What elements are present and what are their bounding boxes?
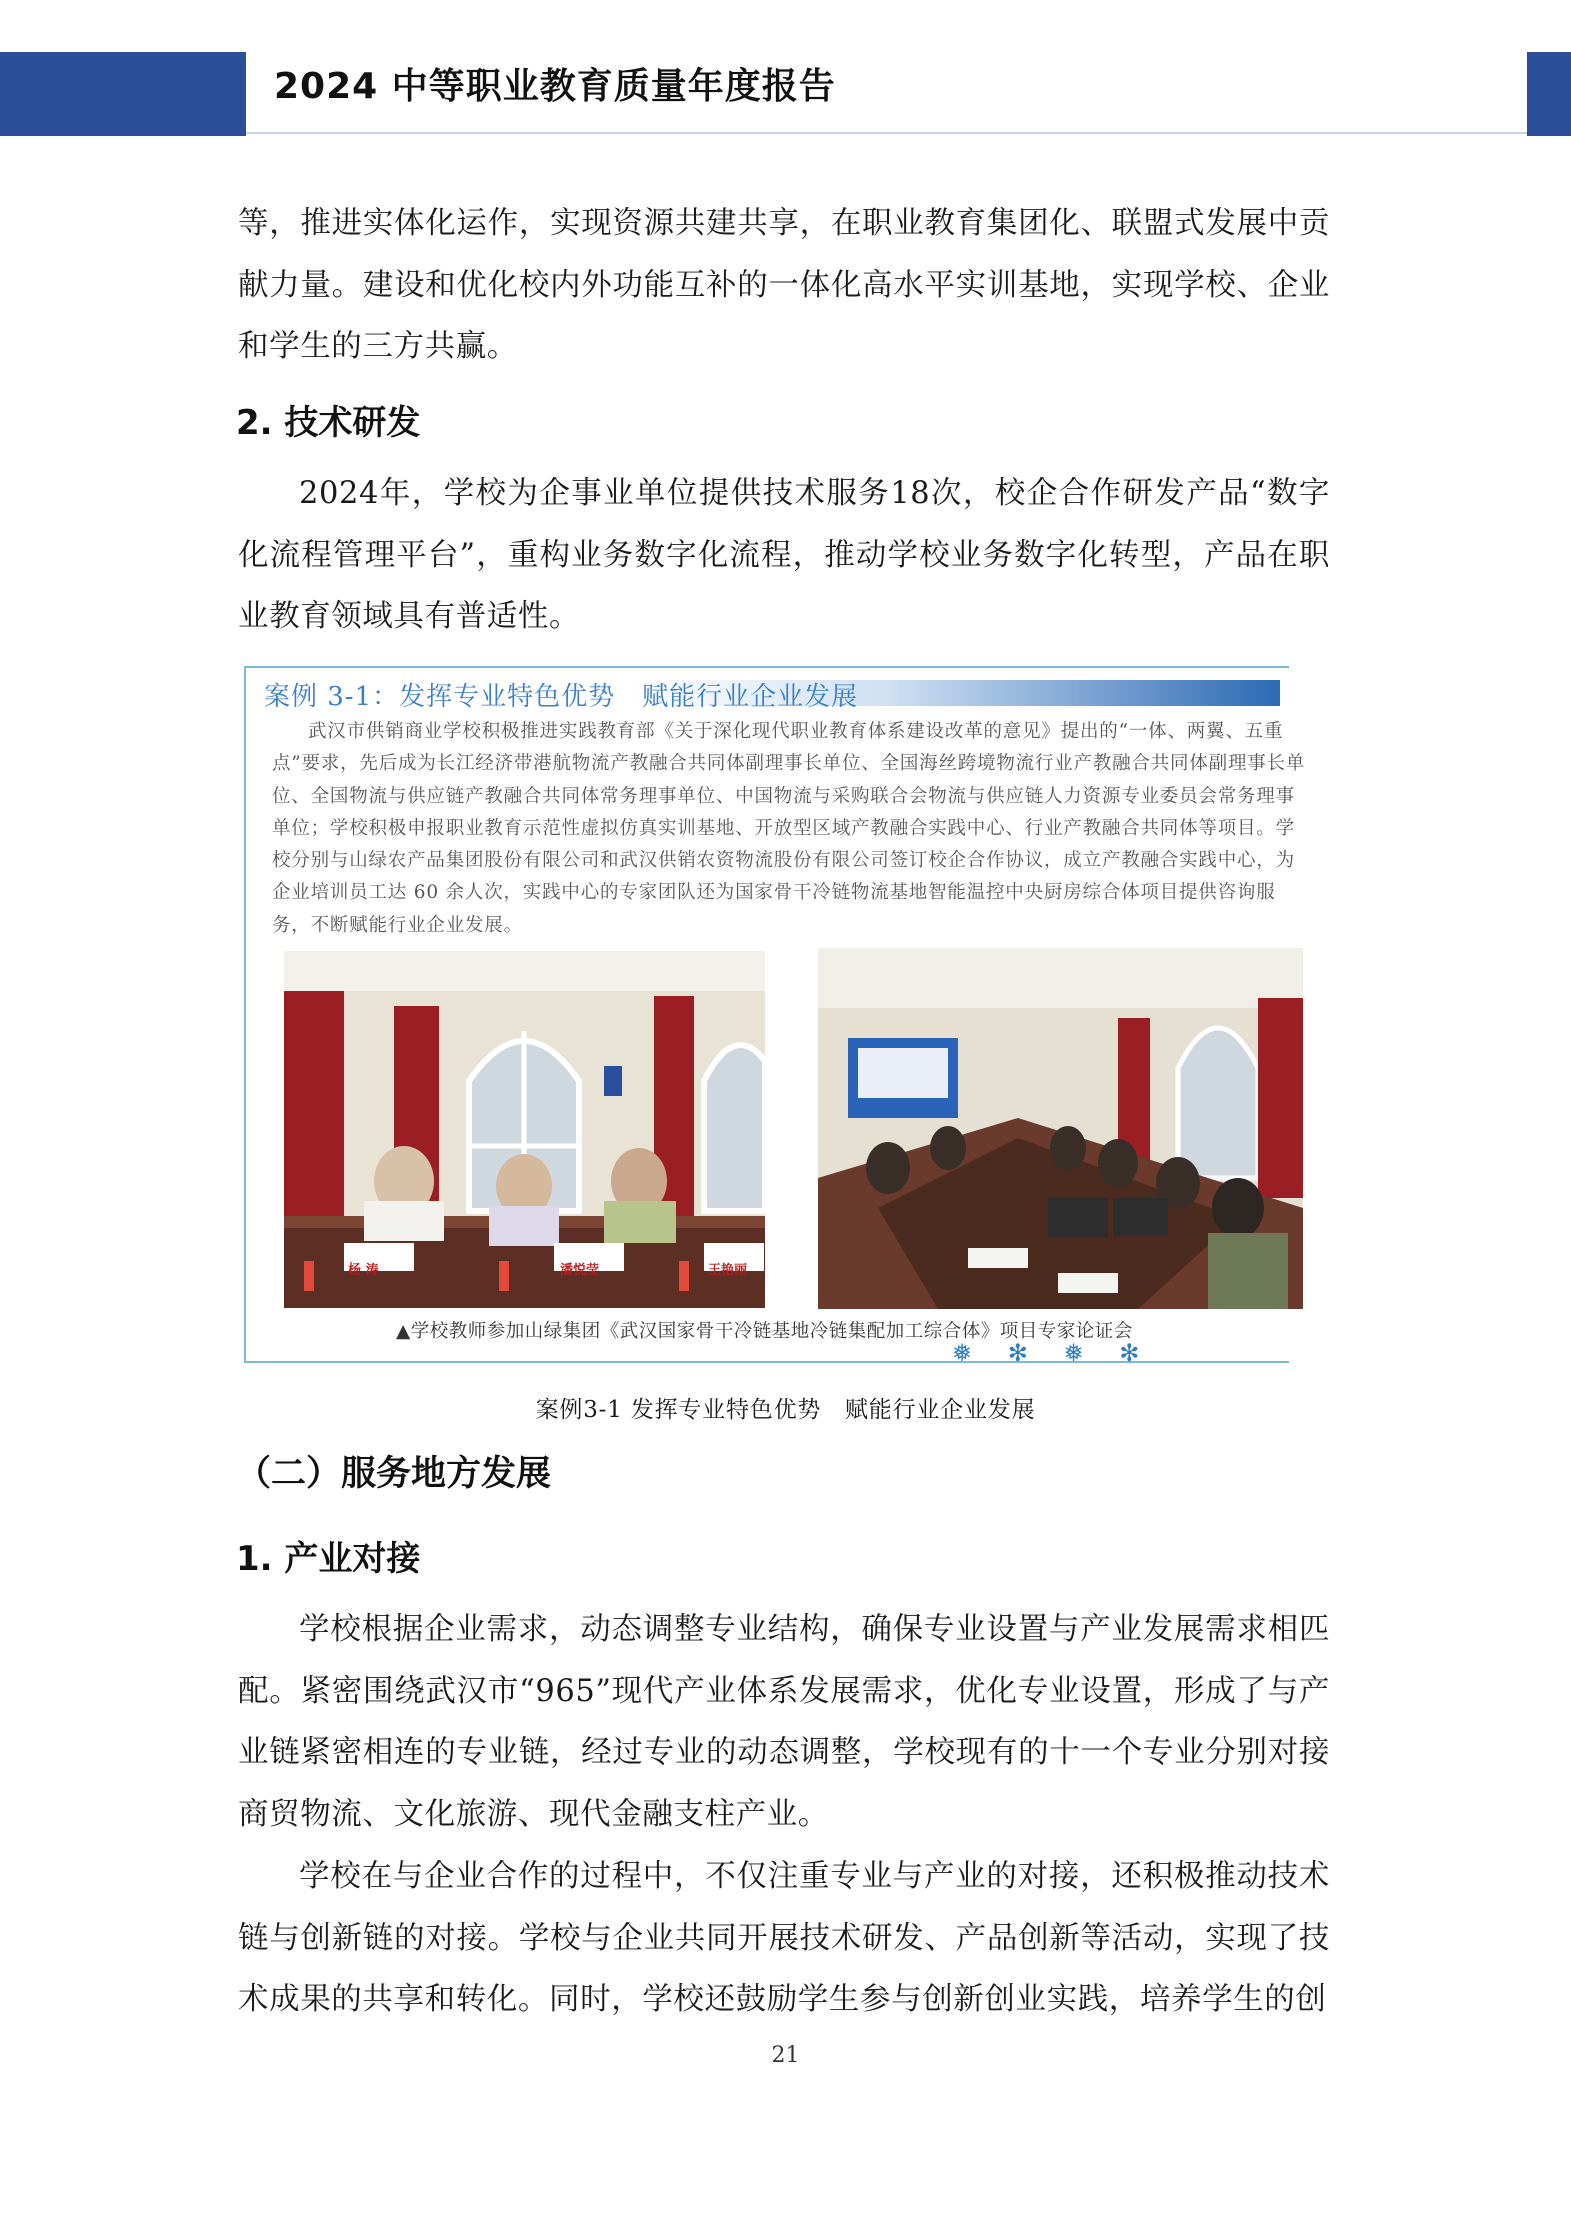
name-card-2: 潘悦莹 (560, 1263, 600, 1278)
intro-paragraph: 等，推进实体化运作，实现资源共建共享，在职业教育集团化、联盟式发展中贡献力量。建设和优化校内外功能互补的一体化高水平实训基地，实现学校、企业和学生的三方共赢。 (238, 206, 1330, 364)
header-accent-bar-right (1527, 52, 1571, 136)
meeting-photo-left (284, 951, 765, 1308)
section-industry-paragraph-2: 学校在与企业合作的过程中，不仅注重专业与产业的对接，还积极推动技术链与创新链的对接。学校与企业共同开展技术研发、产品创新等活动，实现了技术成果的共享和转化。同时，学校还鼓励学生参与创新创业实践，培养学生的创 (238, 1859, 1330, 2017)
snowflake-decoration-icon: ❅ ✻ ❅ ✻ (952, 1339, 1154, 1367)
meeting-photo-left-art (284, 951, 765, 1308)
header-title: 2024 中等职业教育质量年度报告 (274, 66, 836, 107)
header-rule (246, 132, 1527, 134)
case-body: 武汉市供销商业学校积极推进实践教育部《关于深化现代职业教育体系建设改革的意见》提出的“一体、两翼、五重点”要求，先后成为长江经济带港航物流产教融合共同体副理事长单位、全国海丝跨境物流行业产教融合共同体副理事长单位、全国物流与供应链产教融合共同体常务理事单位、中国物流与采购联合会物流与供应链人力资源专业委员会常务理事单位；学校积极申报职业教育示范性虚拟仿真实训基地、开放型区域产教融合实践中心、行业产教融合共同体等项目。学校分别与山绿农产品集团股份有限公司和武汉供销农资物流股份有限公司签订校企合作协议，成立产教融合实践中心，为企业培训员工达 60 余人次，实践中心的专家团队还为国家骨干冷链物流基地智能温控中央厨房综合体项目提供咨询服务，不断赋能行业企业发展。 (272, 721, 1306, 936)
case-title: 案例 3-1：发挥专业特色优势 赋能行业企业发展 (264, 682, 859, 712)
section-tech-paragraph: 2024年，学校为企事业单位提供技术服务18次，校企合作研发产品“数字化流程管理平台”，重构业务数字化流程，推动学校业务数字化转型，产品在职业教育领域具有普适性。 (238, 476, 1330, 634)
name-card-1: 杨 涛 (348, 1263, 379, 1278)
meeting-photo-right-art (818, 948, 1303, 1309)
header-accent-bar-left (0, 52, 246, 136)
photo-caption: ▲学校教师参加山绿集团《武汉国家骨干冷链基地冷链集配加工综合体》项目专家论证会 (396, 1321, 1133, 1342)
meeting-photo-right (818, 948, 1303, 1309)
section-tech-heading: 2. 技术研发 (236, 403, 421, 443)
section-industry-heading: 1. 产业对接 (236, 1539, 421, 1579)
figure-caption: 案例3-1 发挥专业特色优势 赋能行业企业发展 (535, 1397, 1036, 1423)
name-card-3: 王艳丽 (708, 1263, 748, 1278)
section-local-heading: （二）服务地方发展 (236, 1454, 552, 1494)
page-number: 21 (771, 2043, 800, 2068)
section-industry-paragraph-1: 学校根据企业需求，动态调整专业结构，确保专业设置与产业发展需求相匹配。紧密围绕武汉市“965”现代产业体系发展需求，优化专业设置，形成了与产业链紧密相连的专业链，经过专业的动态调整，学校现有的十一个专业分别对接商贸物流、文化旅游、现代金融支柱产业。 (238, 1612, 1330, 1832)
